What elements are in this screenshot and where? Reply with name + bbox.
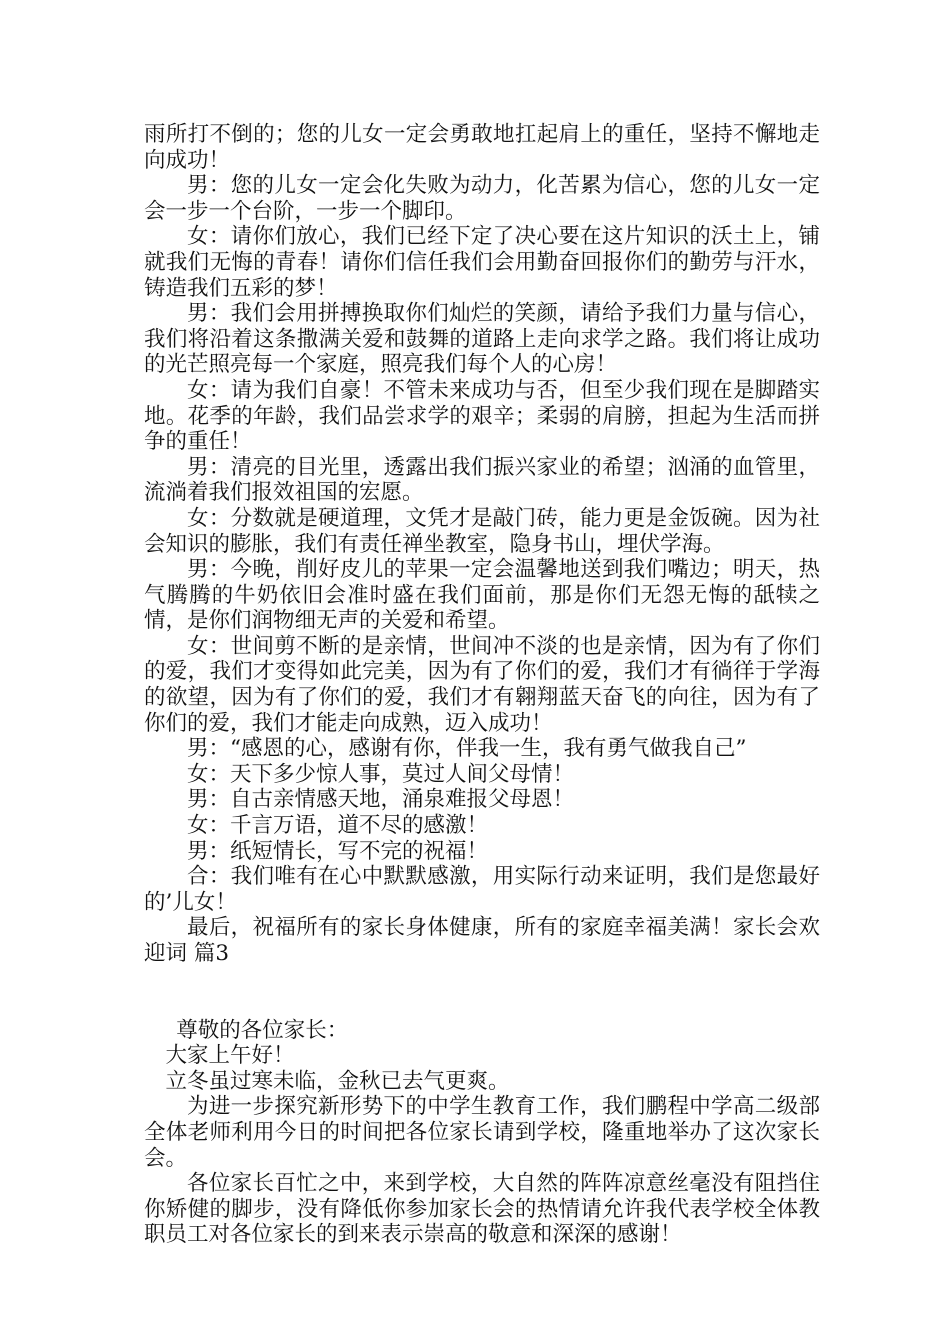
paragraph-3: 女：请你们放心，我们已经下定了决心要在这片知识的沃土上，铺就我们无悔的青春！请你们信任我们会用勤奋回报你们的勤劳与汗水，铸造我们五彩的梦！ bbox=[144, 224, 820, 301]
paragraph-10: 男：“感恩的心，感谢有你，伴我一生，我有勇气做我自己” bbox=[187, 736, 747, 762]
paragraph-8: 男：今晚，削好皮儿的苹果一定会温馨地送到我们嘴边；明天，热气腾腾的牛奶依旧会准时盛在我们面前，那是你们无怨无悔的舐犊之情，是你们润物细无声的关爱和希望。 bbox=[144, 557, 820, 634]
paragraph-12: 男：自古亲情感天地，涌泉难报父母恩！ bbox=[187, 787, 575, 813]
paragraph-17: 为进一步探究新形势下的中学生教育工作，我们鹏程中学高二级部全体老师利用今日的时间把各位家长请到学校，隆重地举办了这次家长会。 bbox=[144, 1094, 820, 1171]
paragraph-16: 最后，祝福所有的家长身体健康，所有的家庭幸福美满！家长会欢迎词 篇3 bbox=[144, 915, 820, 966]
paragraph-9: 女：世间剪不断的是亲情，世间冲不淡的也是亲情，因为有了你们的爱，我们才变得如此完美，因为有了你们的爱，我们才有徜徉于学海的欲望，因为有了你们的爱，我们才有翱翔蓝天奋飞的向往，因为有了你们的爱，我们才能走向成熟，迈入成功！ bbox=[144, 633, 820, 736]
paragraph-1: 雨所打不倒的；您的儿女一定会勇敢地扛起肩上的重任，坚持不懈地走向成功！ bbox=[144, 122, 820, 173]
paragraph-11: 女：天下多少惊人事，莫过人间父母情！ bbox=[187, 761, 575, 787]
section-gap bbox=[144, 967, 820, 1018]
greeting: 大家上午好！ bbox=[165, 1043, 295, 1069]
paragraph-2: 男：您的儿女一定会化失败为动力，化苦累为信心，您的儿女一定会一步一个台阶，一步一个脚印。 bbox=[144, 173, 820, 224]
paragraph-6: 男：清亮的目光里，透露出我们振兴家业的希望；汹涌的血管里，流淌着我们报效祖国的宏愿。 bbox=[144, 454, 820, 506]
paragraph-4: 男：我们会用拼搏换取你们灿烂的笑颜，请给予我们力量与信心，我们将沿着这条撒满关爱和鼓舞的道路上走向求学之路。我们将让成功的光芒照亮每一个家庭，照亮我们每个人的心房！ bbox=[144, 301, 820, 378]
paragraph-14: 男：纸短情长，写不完的祝福！ bbox=[187, 838, 489, 864]
season-line: 立冬虽过寒未临，金秋已去气更爽。 bbox=[165, 1068, 510, 1094]
document-page bbox=[144, 122, 820, 1248]
paragraph-5: 女：请为我们自豪！不管未来成功与否，但至少我们现在是脚踏实地。花季的年龄，我们品尝求学的艰辛；柔弱的肩膀，担起为生活而拼争的重任！ bbox=[144, 377, 820, 455]
paragraph-7: 女：分数就是硬道理，文凭才是敲门砖，能力更是金饭碗。因为社会知识的膨胀，我们有责任禅坐教室，隐身书山，埋伏学海。 bbox=[144, 505, 820, 557]
paragraph-15: 合：我们唯有在心中默默感激，用实际行动来证明，我们是您最好的’儿女！ bbox=[144, 864, 820, 915]
salutation: 尊敬的各位家长： bbox=[176, 1017, 349, 1043]
paragraph-18: 各位家长百忙之中，来到学校，大自然的阵阵凉意丝毫没有阻挡住你矫健的脚步，没有降低你参加家长会的热情请允许我代表学校全体教职员工对各位家长的到来表示崇高的敬意和深深的感谢！ bbox=[144, 1171, 820, 1248]
paragraph-13: 女：千言万语，道不尽的感激！ bbox=[187, 813, 489, 839]
